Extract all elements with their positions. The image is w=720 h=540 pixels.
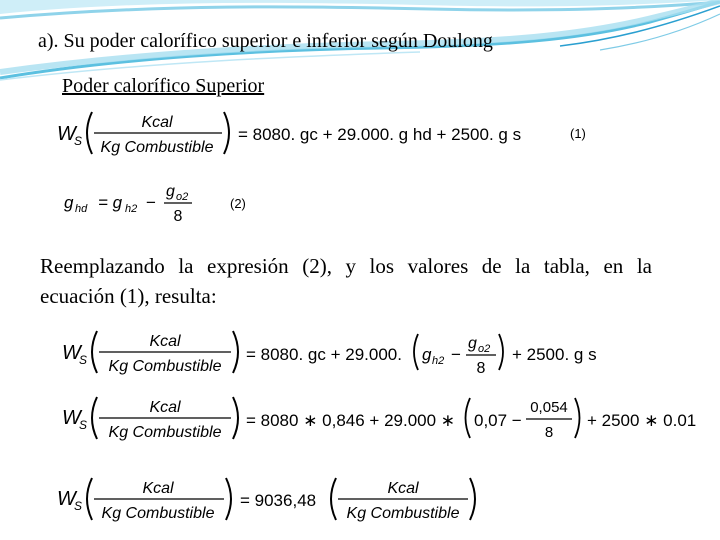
eq3-frac-num: Kcal: [149, 333, 181, 350]
eq4-inner-frac-den: 8: [544, 424, 554, 441]
eq3-rhs-a: = 8080. gc + 29.000.: [246, 345, 402, 364]
eq1-number: (1): [570, 126, 586, 141]
eq2-frac-den: 8: [173, 208, 183, 225]
eq4-rhs-a: = 8080 ∗ 0,846 + 29.000 ∗: [246, 411, 456, 430]
eq5-frac-num: Kcal: [142, 480, 174, 497]
eq3-frac-den: Kg Combustible: [108, 358, 222, 375]
eq3-inner-g: g: [422, 345, 432, 364]
equation-3: [62, 331, 597, 377]
eq5-unit-den: Kg Combustible: [346, 505, 460, 522]
eq1-lhs-symbol: W: [57, 123, 76, 145]
eq5-frac-den: Kg Combustible: [101, 505, 215, 522]
eq1-lhs-sub: S: [74, 134, 83, 148]
section-subtitle: Poder calorífico Superior: [62, 75, 265, 97]
eq2-number: (2): [230, 196, 246, 211]
equation-4: [62, 397, 696, 441]
eq3-rhs-b: + 2500. g s: [512, 345, 597, 364]
body-paragraph-line-1: Reemplazando la expresión (2), y los valores de la tabla, en la: [40, 254, 652, 278]
eq3-inner-frac-num-sub: o2: [478, 343, 491, 355]
slide-title: a). Su poder calorífico superior e inferior según Doulong: [38, 30, 493, 52]
eq4-inner-a: 0,07 −: [474, 411, 522, 430]
eq3-inner-frac-num: g: [468, 335, 477, 352]
eq3-inner-frac-den: 8: [476, 360, 486, 377]
eq5-lhs-sub: S: [74, 499, 83, 513]
eq4-frac-den: Kg Combustible: [108, 424, 222, 441]
eq5-rhs: = 9036,48: [240, 491, 317, 510]
eq2-lhs: g: [64, 193, 74, 212]
eq4-rhs-b: + 2500 ∗ 0.01: [587, 411, 697, 430]
eq2-eq: = g: [98, 193, 123, 212]
eq4-frac-num: Kcal: [149, 399, 181, 416]
equation-1: [57, 112, 521, 156]
eq2-eq-sub: h2: [125, 203, 138, 215]
eq5-unit-num: Kcal: [387, 480, 419, 497]
eq3-lhs-sub: S: [79, 353, 88, 367]
eq5-lhs-symbol: W: [57, 488, 76, 510]
eq3-inner-sub: h2: [432, 355, 445, 367]
body-paragraph: [40, 251, 652, 311]
eq3-lhs-symbol: W: [62, 342, 81, 364]
eq2-lhs-sub: hd: [75, 203, 88, 215]
eq1-rhs: = 8080. gc + 29.000. g hd + 2500. g s: [238, 125, 522, 144]
eq2-frac-num: g: [166, 183, 175, 200]
eq2-minus: −: [146, 193, 156, 212]
equation-2: [64, 183, 192, 225]
eq2-frac-num-sub: o2: [176, 191, 189, 203]
eq4-lhs-sub: S: [79, 418, 88, 432]
eq4-lhs-symbol: W: [62, 407, 81, 429]
equation-5: [57, 478, 475, 522]
eq1-frac-num: Kcal: [141, 114, 173, 131]
eq3-minus: −: [451, 345, 461, 364]
eq4-inner-frac-num: 0,054: [530, 399, 568, 416]
body-paragraph-line-2: ecuación (1), resulta:: [40, 284, 217, 308]
eq1-frac-den: Kg Combustible: [100, 139, 214, 156]
